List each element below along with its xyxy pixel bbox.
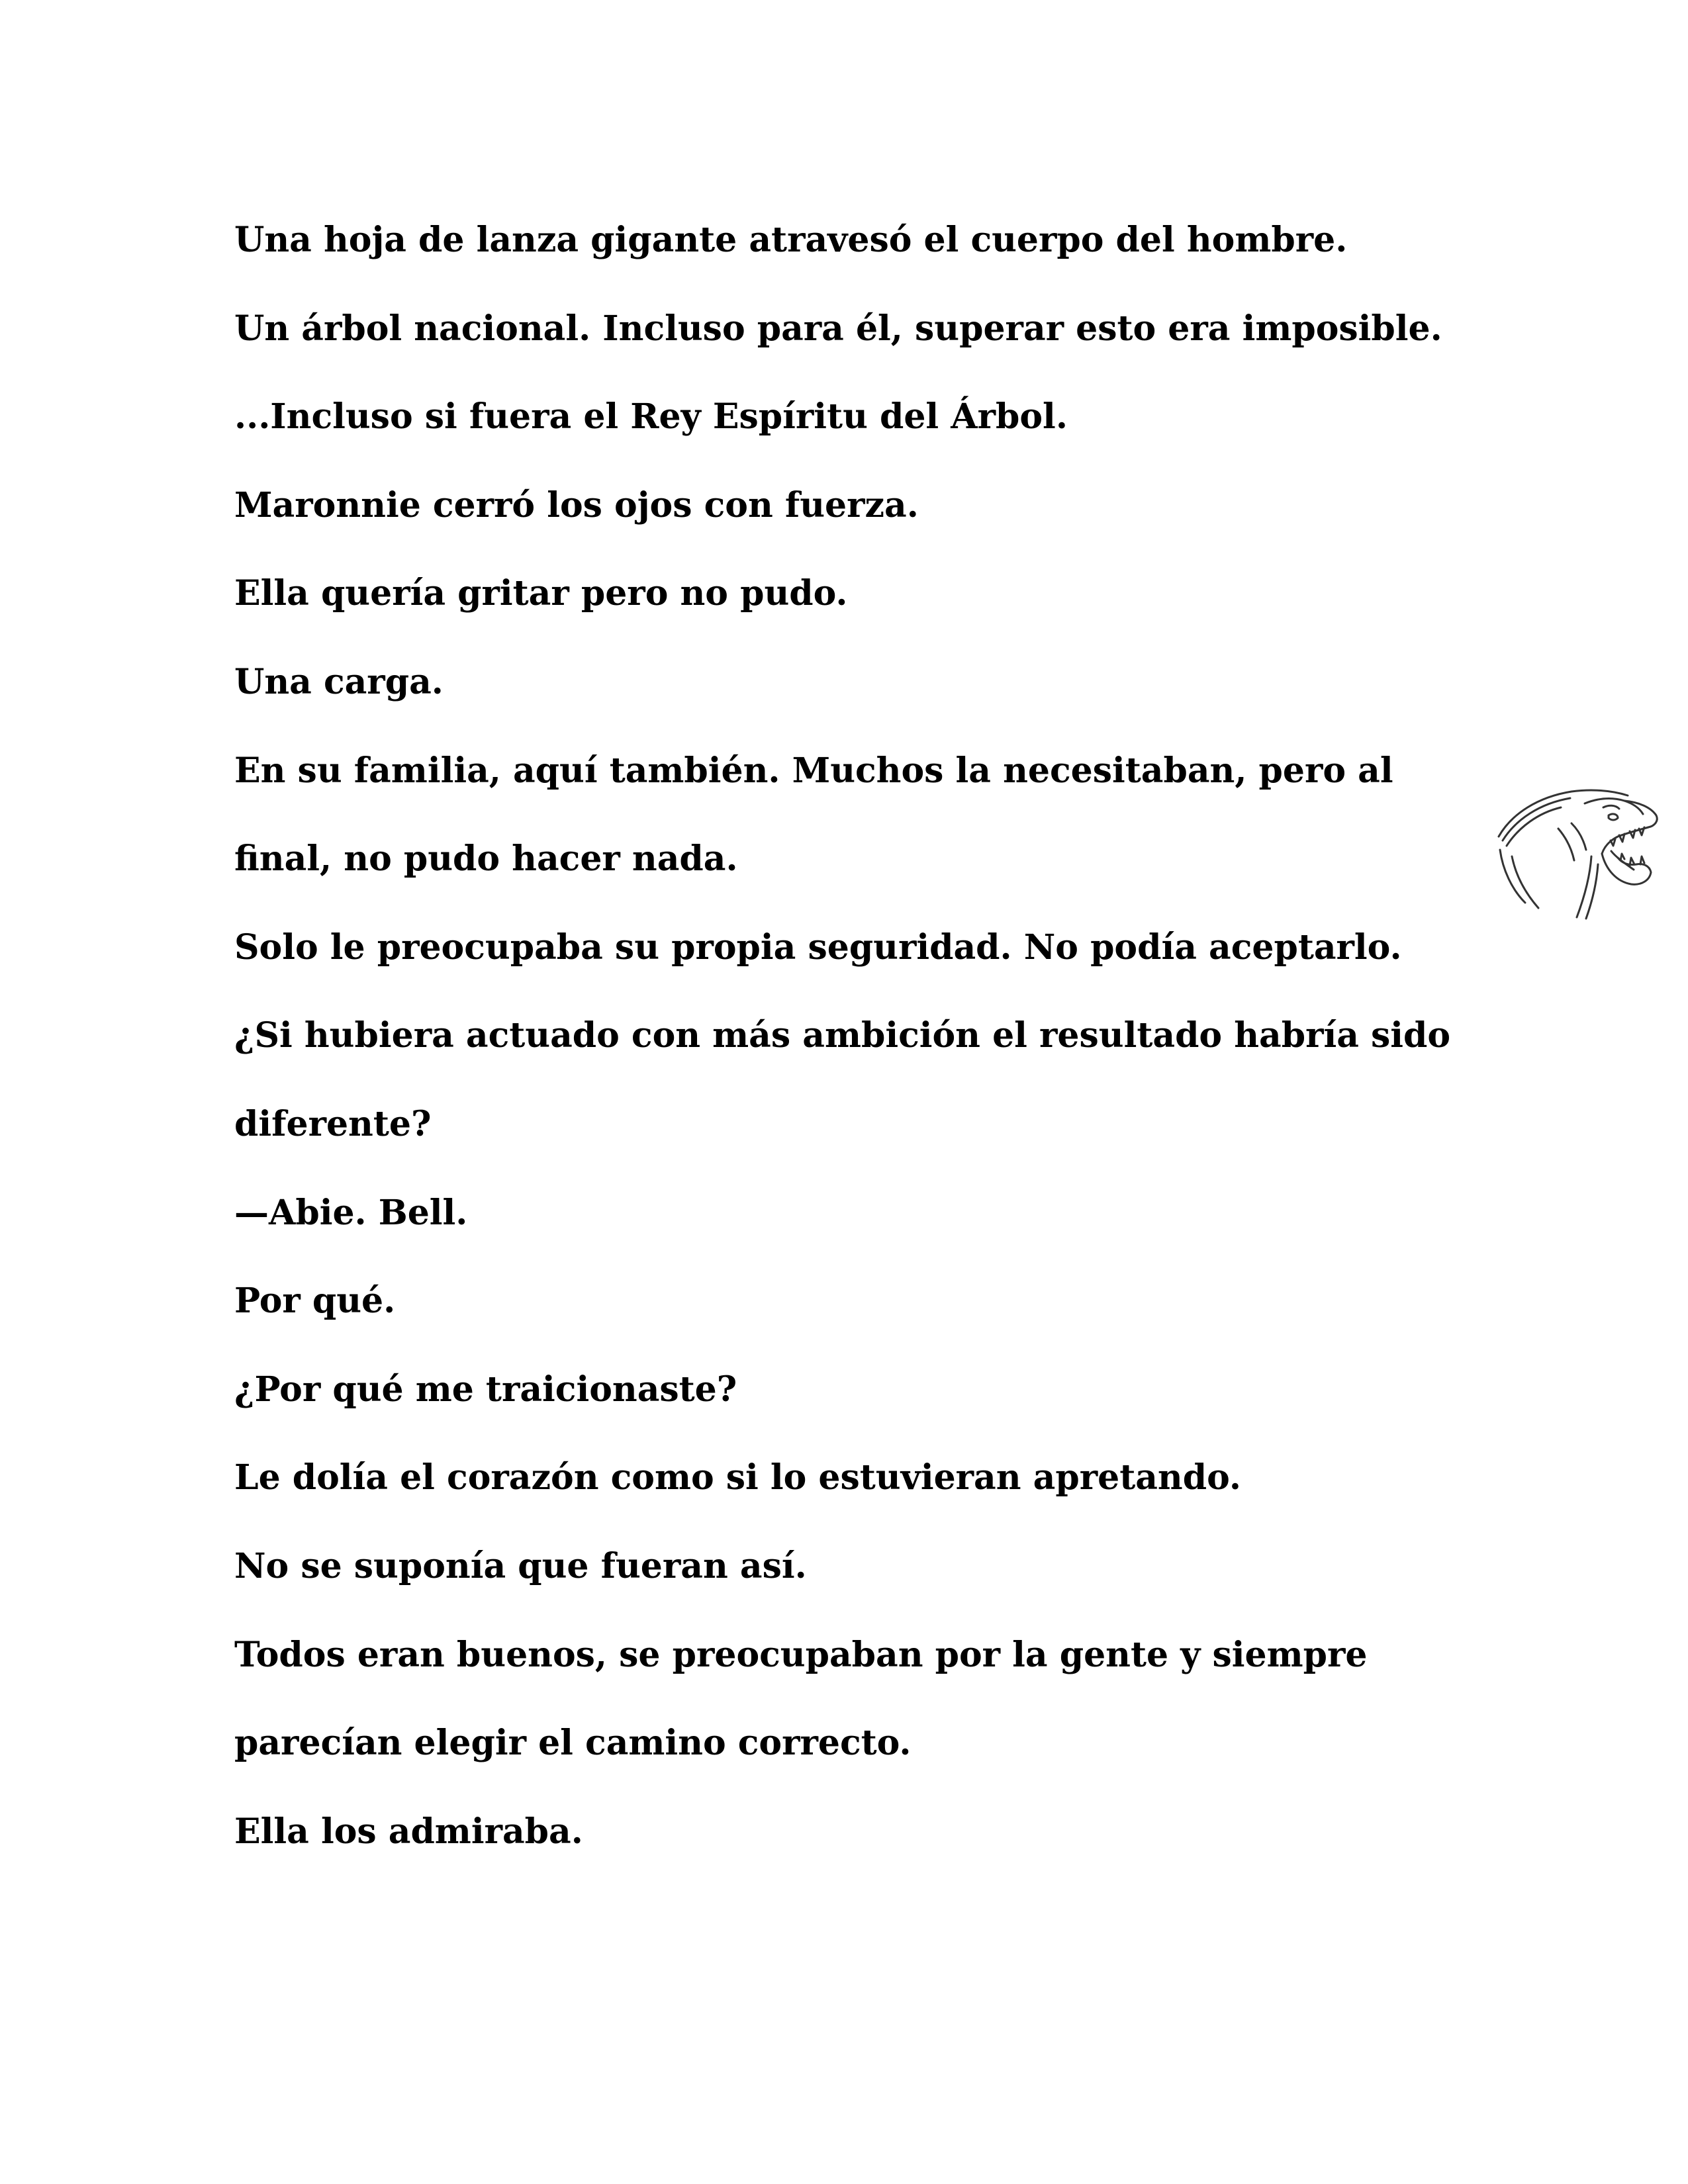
text-line: Todos eran buenos, se preocupaban por la gente y siempre: [234, 1634, 1368, 1675]
text-line: Una carga.: [234, 661, 444, 702]
text-line: Ella los admiraba.: [234, 1811, 583, 1852]
text-line: En su familia, aquí también. Muchos la necesitaban, pero al: [234, 750, 1393, 791]
text-line: —Abie. Bell.: [234, 1192, 468, 1233]
document-body: [234, 196, 1492, 1876]
text-line: ¿Por qué me traicionaste?: [234, 1369, 737, 1410]
text-line: ¿Si hubiera actuado con más ambición el resultado habría sido: [234, 1015, 1451, 1056]
text-line: final, no pudo hacer nada.: [234, 839, 738, 880]
text-line: Ella quería gritar pero no pudo.: [234, 573, 848, 614]
text-line: ...Incluso si fuera el Rey Espíritu del Árbol.: [234, 396, 1068, 437]
text-line: Una hoja de lanza gigante atravesó el cuerpo del hombre.: [234, 220, 1348, 260]
text-line: No se suponía que fueran así.: [234, 1545, 807, 1586]
text-line: Por qué.: [234, 1281, 396, 1322]
text-line: Solo le preocupaba su propia seguridad. No podía aceptarlo.: [234, 927, 1402, 968]
text-line: diferente?: [234, 1103, 432, 1144]
text-line: Le dolía el corazón como si lo estuvieran apretando.: [234, 1457, 1241, 1498]
dinosaur-head-sketch-icon: [1492, 777, 1662, 927]
text-line: parecían elegir el camino correcto.: [234, 1723, 912, 1764]
text-line: Maronnie cerró los ojos con fuerza.: [234, 484, 919, 525]
text-line: Un árbol nacional. Incluso para él, superar esto era imposible.: [234, 308, 1442, 349]
